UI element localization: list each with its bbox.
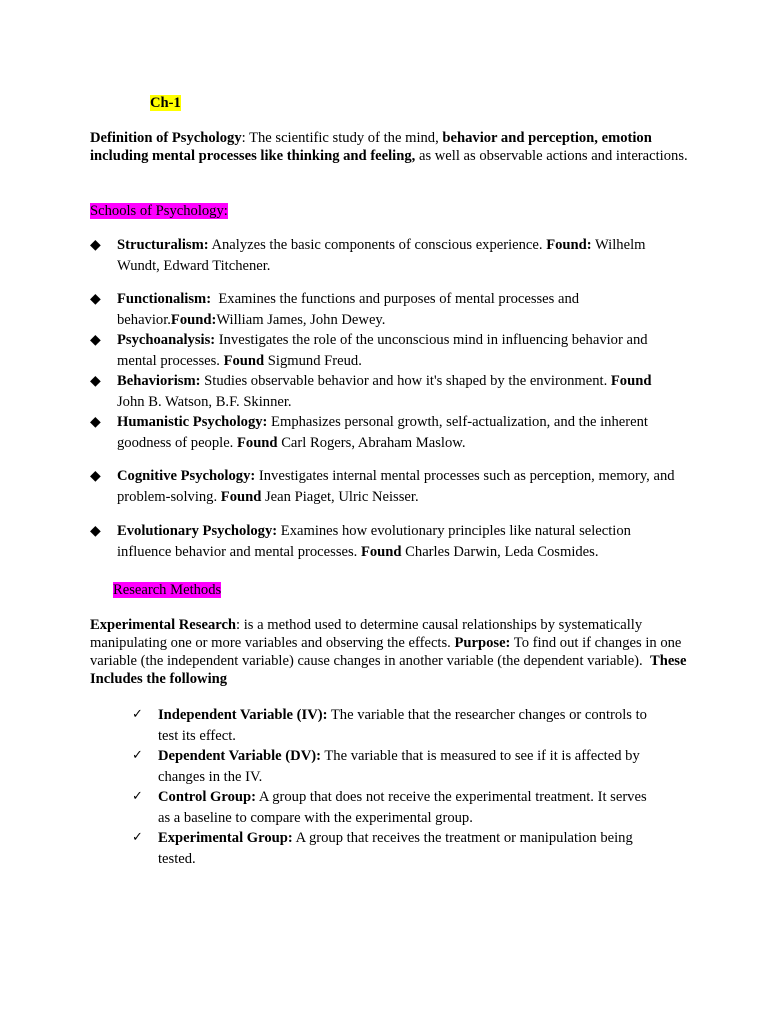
variable-name: Independent Variable (IV):: [158, 707, 328, 723]
diamond-bullet-icon: ◆: [90, 373, 101, 389]
variable-desc: A group that receives the treatment or manipulation being tested.: [158, 830, 633, 867]
variable-name: Control Group:: [158, 789, 256, 805]
variable-desc: The variable that is measured to see if it is affected by changes in the IV.: [158, 748, 640, 785]
purpose-text: To find out if changes in one variable (the independent variable) cause changes in another variable (the dependent variable).: [90, 635, 686, 669]
variable-text: [158, 787, 650, 828]
diamond-bullet-icon: ◆: [90, 332, 101, 348]
school-founders: John B. Watson, B.F. Skinner.: [117, 393, 292, 410]
school-text: [117, 235, 680, 276]
school-item: [90, 330, 680, 371]
school-found-label: Found: [220, 488, 262, 505]
school-desc: Examines how evolutionary principles like natural selection influence behavior and mental processes.: [117, 523, 631, 560]
school-name: Evolutionary Psychology:: [117, 523, 278, 539]
school-name: Humanistic Psychology:: [117, 414, 268, 430]
school-name: Cognitive Psychology:: [117, 468, 256, 484]
diamond-bullet-icon: ◆: [90, 291, 101, 307]
school-founders: William James, John Dewey.: [216, 311, 386, 328]
school-found-label: Found: [223, 352, 265, 369]
school-desc: Examines the functions and purposes of mental processes and behavior.: [117, 291, 583, 328]
research-methods-heading: [113, 581, 221, 599]
experimental-desc: : is a method used to determine causal relationships by systematically manipulating one or more variables and observing the effects.: [90, 617, 643, 651]
chapter-title: [150, 94, 181, 112]
school-founders: Charles Darwin, Leda Cosmides.: [401, 543, 599, 560]
experimental-term: Experimental Research: [90, 617, 237, 633]
definition-sep: : The scientific study of the mind,: [241, 130, 443, 146]
variable-item: [130, 828, 650, 869]
school-text: [117, 289, 680, 330]
school-name: Functionalism:: [117, 291, 212, 307]
school-desc: Analyzes the basic components of conscious experience.: [208, 237, 547, 253]
variable-desc: The variable that the researcher changes or controls to test its effect.: [158, 707, 647, 744]
definition-paragraph: [90, 129, 690, 165]
schools-heading: [90, 202, 228, 220]
experimental-research-paragraph: [90, 616, 690, 688]
schools-heading-text: Schools of Psychology:: [90, 203, 228, 219]
school-desc: Investigates internal mental processes such as perception, memory, and problem-solving.: [117, 468, 675, 505]
school-item: [90, 412, 680, 453]
variable-item: [130, 705, 650, 746]
school-item: [90, 289, 680, 330]
school-item: [90, 466, 680, 507]
checkmark-icon: ✓: [132, 789, 143, 804]
school-found-label: Found: [610, 373, 652, 389]
purpose-label: Purpose:: [454, 635, 511, 651]
checkmark-icon: ✓: [132, 707, 143, 722]
school-desc: Emphasizes personal growth, self-actualization, and the inherent goodness of people.: [117, 414, 648, 451]
school-founders: Wilhelm Wundt, Edward Titchener.: [117, 237, 646, 274]
chapter-title-text: Ch-1: [150, 95, 181, 111]
school-item: [90, 521, 680, 562]
school-item: [90, 235, 680, 276]
variable-text: [158, 746, 650, 787]
diamond-bullet-icon: ◆: [90, 414, 101, 430]
diamond-bullet-icon: ◆: [90, 468, 101, 484]
variable-name: Dependent Variable (DV):: [158, 748, 321, 764]
school-item: [90, 371, 680, 412]
variable-desc: A group that does not receive the experimental treatment. It serves as a baseline to compare with the experimental group.: [158, 789, 647, 826]
school-name: Structuralism:: [117, 237, 209, 253]
school-found-label: Found:: [546, 237, 592, 253]
school-founders: Sigmund Freud.: [264, 352, 362, 369]
school-text: [117, 521, 680, 562]
school-desc: Studies observable behavior and how it's shaped by the environment.: [200, 373, 611, 389]
school-found-label: Found: [236, 434, 278, 451]
school-name: Psychoanalysis:: [117, 332, 216, 348]
checkmark-icon: ✓: [132, 748, 143, 763]
definition-term: Definition of Psychology: [90, 130, 242, 146]
checkmark-icon: ✓: [132, 830, 143, 845]
variable-text: [158, 828, 650, 869]
school-desc: Investigates the role of the unconscious mind in influencing behavior and mental processes.: [117, 332, 648, 369]
school-found-label: Found: [360, 543, 402, 560]
variable-item: [130, 787, 650, 828]
school-founders: Carl Rogers, Abraham Maslow.: [277, 434, 466, 451]
research-methods-heading-text: Research Methods: [113, 582, 222, 598]
school-text: [117, 371, 680, 412]
school-text: [117, 412, 680, 453]
diamond-bullet-icon: ◆: [90, 237, 101, 253]
variable-item: [130, 746, 650, 787]
school-found-label: Found:: [170, 311, 217, 328]
definition-bold-part: behavior and perception, emotion including mental processes like thinking and feeling,: [90, 130, 652, 164]
school-name: Behaviorism:: [117, 373, 201, 389]
diamond-bullet-icon: ◆: [90, 523, 101, 539]
school-founders: Jean Piaget, Ulric Neisser.: [261, 488, 419, 505]
includes-text: These Includes the following: [90, 653, 687, 687]
school-text: [117, 466, 680, 507]
variable-name: Experimental Group:: [158, 830, 293, 846]
definition-rest: as well as observable actions and interactions.: [415, 148, 688, 164]
variable-text: [158, 705, 650, 746]
school-text: [117, 330, 680, 371]
